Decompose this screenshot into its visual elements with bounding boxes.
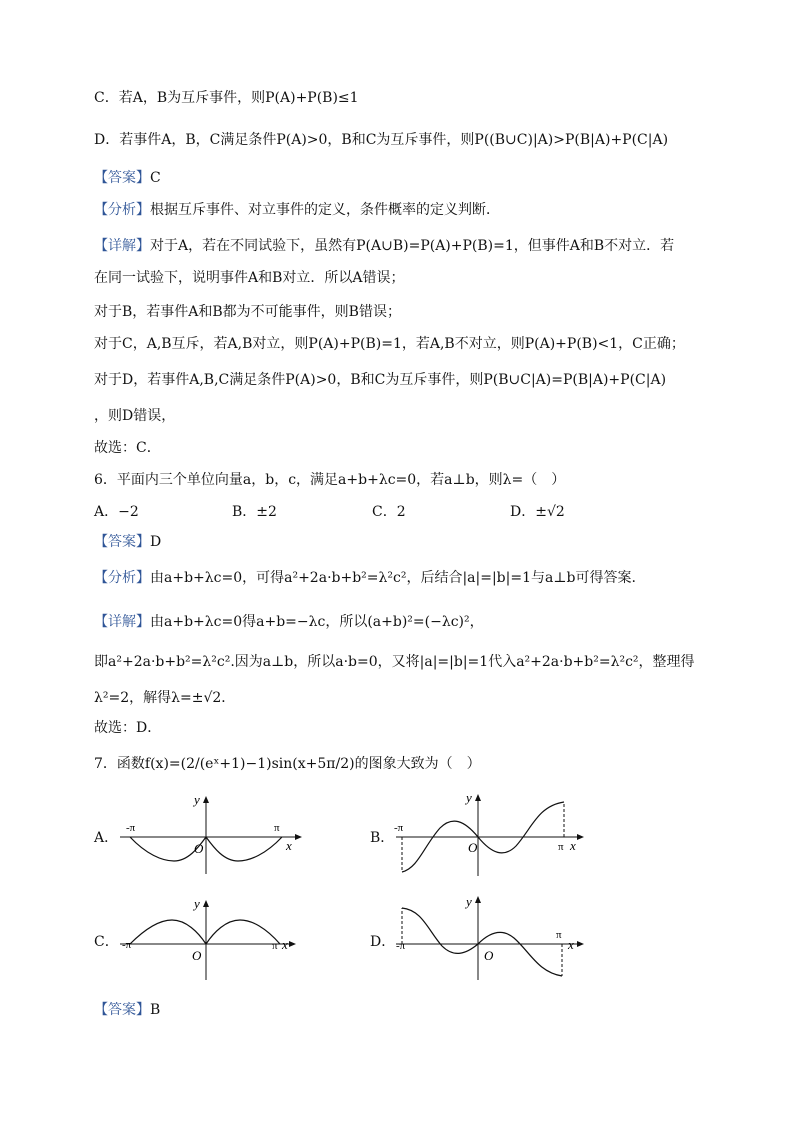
q6-option-a: A．−2 — [94, 504, 139, 520]
detail-line-q5 — [94, 236, 734, 256]
tick-pi: π — [272, 940, 278, 952]
tick-neg-pi: -π — [394, 822, 404, 834]
answer-tag: 【答案】 — [94, 1002, 150, 1018]
answer-line-q5 — [94, 168, 734, 188]
detail-text: 由a+b+λc=0得a+b=−λc，所以(a+b)²=(−λc)²， — [150, 614, 484, 630]
curve — [402, 908, 562, 976]
detail-line-q6 — [94, 612, 734, 632]
graph-d — [392, 892, 592, 984]
answer-text: C — [150, 170, 161, 186]
q6-option-c: C．2 — [372, 504, 406, 520]
detail-line-2: 在同一试验下，说明事件A和B对立．所以A错误； — [94, 270, 405, 286]
graph-c-label: C． — [94, 934, 119, 950]
tick-pi: π — [556, 929, 562, 941]
answer-text: B — [150, 1002, 161, 1018]
graph-a-label: A． — [94, 830, 119, 846]
detail-tag: 【详解】 — [94, 614, 150, 630]
analysis-line-q6 — [94, 568, 734, 588]
curve — [130, 920, 280, 944]
origin-label: O — [468, 840, 478, 855]
x-axis-label: x — [570, 838, 576, 853]
y-axis-arrow — [203, 796, 209, 803]
graph-c — [116, 892, 306, 984]
analysis-text: 根据互斥事件、对立事件的定义，条件概率的定义判断． — [150, 202, 500, 218]
analysis-tag: 【分析】 — [94, 570, 150, 586]
y-axis-arrow — [475, 794, 481, 801]
x-axis-arrow — [577, 834, 584, 840]
tick-neg-pi: -π — [396, 940, 406, 952]
answer-text: D — [150, 534, 162, 550]
detail-line-q6-2: 即a²+2a·b+b²=λ²c².因为a⊥b，所以a·b=0，又将|a|=|b|=1代入a²+2a·b+b²=λ²c²，整理得 — [94, 654, 695, 670]
tick-neg-pi: -π — [126, 822, 136, 834]
origin-label: O — [484, 948, 494, 963]
analysis-line-q5 — [94, 200, 734, 220]
detail-tag: 【详解】 — [94, 238, 150, 254]
y-axis-arrow — [203, 900, 209, 907]
analysis-text: 由a+b+λc=0，可得a²+2a·b+b²=λ²c²，后结合|a|=|b|=1与a⊥b可得答案. — [150, 570, 636, 586]
detail-line-6: ，则D错误， — [94, 408, 176, 424]
tick-neg-pi: -π — [122, 939, 132, 951]
tick-pi: π — [558, 841, 564, 853]
answer-tag: 【答案】 — [94, 534, 150, 550]
y-axis-label: y — [194, 792, 200, 807]
x-axis-arrow — [289, 941, 296, 947]
answer-line-q7 — [94, 1000, 734, 1020]
question-6: 6．平面内三个单位向量a，b，c，满足a+b+λc=0，若a⊥b，则λ=（ ） — [94, 472, 566, 488]
detail-text: 对于A，若在不同试验下，虽然有P(A∪B)=P(A)+P(B)=1，但事件A和B不对立．若 — [150, 238, 675, 254]
x-axis-arrow — [577, 941, 584, 947]
graph-b-label: B． — [370, 830, 395, 846]
option-d-line: D．若事件A，B，C满足条件P(A)>0，B和C为互斥事件，则P((B∪C)|A)>P(B|A)+P(C|A) — [94, 132, 669, 148]
detail-line-q6-3: λ²=2，解得λ=±√2． — [94, 690, 236, 706]
option-c-line: C．若A，B为互斥事件，则P(A)+P(B)≤1 — [94, 90, 359, 106]
y-axis-label: y — [194, 896, 200, 911]
x-axis-arrow — [295, 834, 302, 840]
graph-d-label: D． — [370, 934, 396, 950]
choose-line-q5: 故选：C． — [94, 440, 161, 456]
origin-label: O — [194, 841, 204, 856]
y-axis-arrow — [475, 896, 481, 903]
graph-a — [116, 788, 306, 878]
x-axis-label: x — [286, 838, 292, 853]
x-axis-label: x — [568, 937, 574, 952]
detail-line-3: 对于B，若事件A和B都为不可能事件，则B错误； — [94, 304, 401, 320]
graph-b — [392, 788, 592, 880]
choose-line-q6: 故选：D． — [94, 720, 162, 736]
answer-line-q6 — [94, 532, 734, 552]
q6-option-b: B．±2 — [232, 504, 277, 520]
tick-pi: π — [274, 822, 280, 834]
analysis-tag: 【分析】 — [94, 202, 150, 218]
detail-line-4: 对于C，A,B互斥，若A,B对立，则P(A)+P(B)=1，若A,B不对立，则P(A)+P(B)<1，C正确； — [94, 336, 685, 352]
y-axis-label: y — [466, 894, 472, 909]
detail-line-5: 对于D，若事件A,B,C满足条件P(A)>0，B和C为互斥事件，则P(B∪C|A)=P(B|A)+P(C|A) — [94, 372, 667, 388]
question-7: 7．函数f(x)=(2/(eˣ+1)−1)sin(x+5π/2)的图象大致为（ ） — [94, 756, 481, 772]
answer-tag: 【答案】 — [94, 170, 150, 186]
origin-label: O — [192, 948, 202, 963]
x-axis-label: x — [282, 937, 288, 952]
y-axis-label: y — [466, 790, 472, 805]
q6-option-d: D．±√2 — [510, 504, 565, 520]
